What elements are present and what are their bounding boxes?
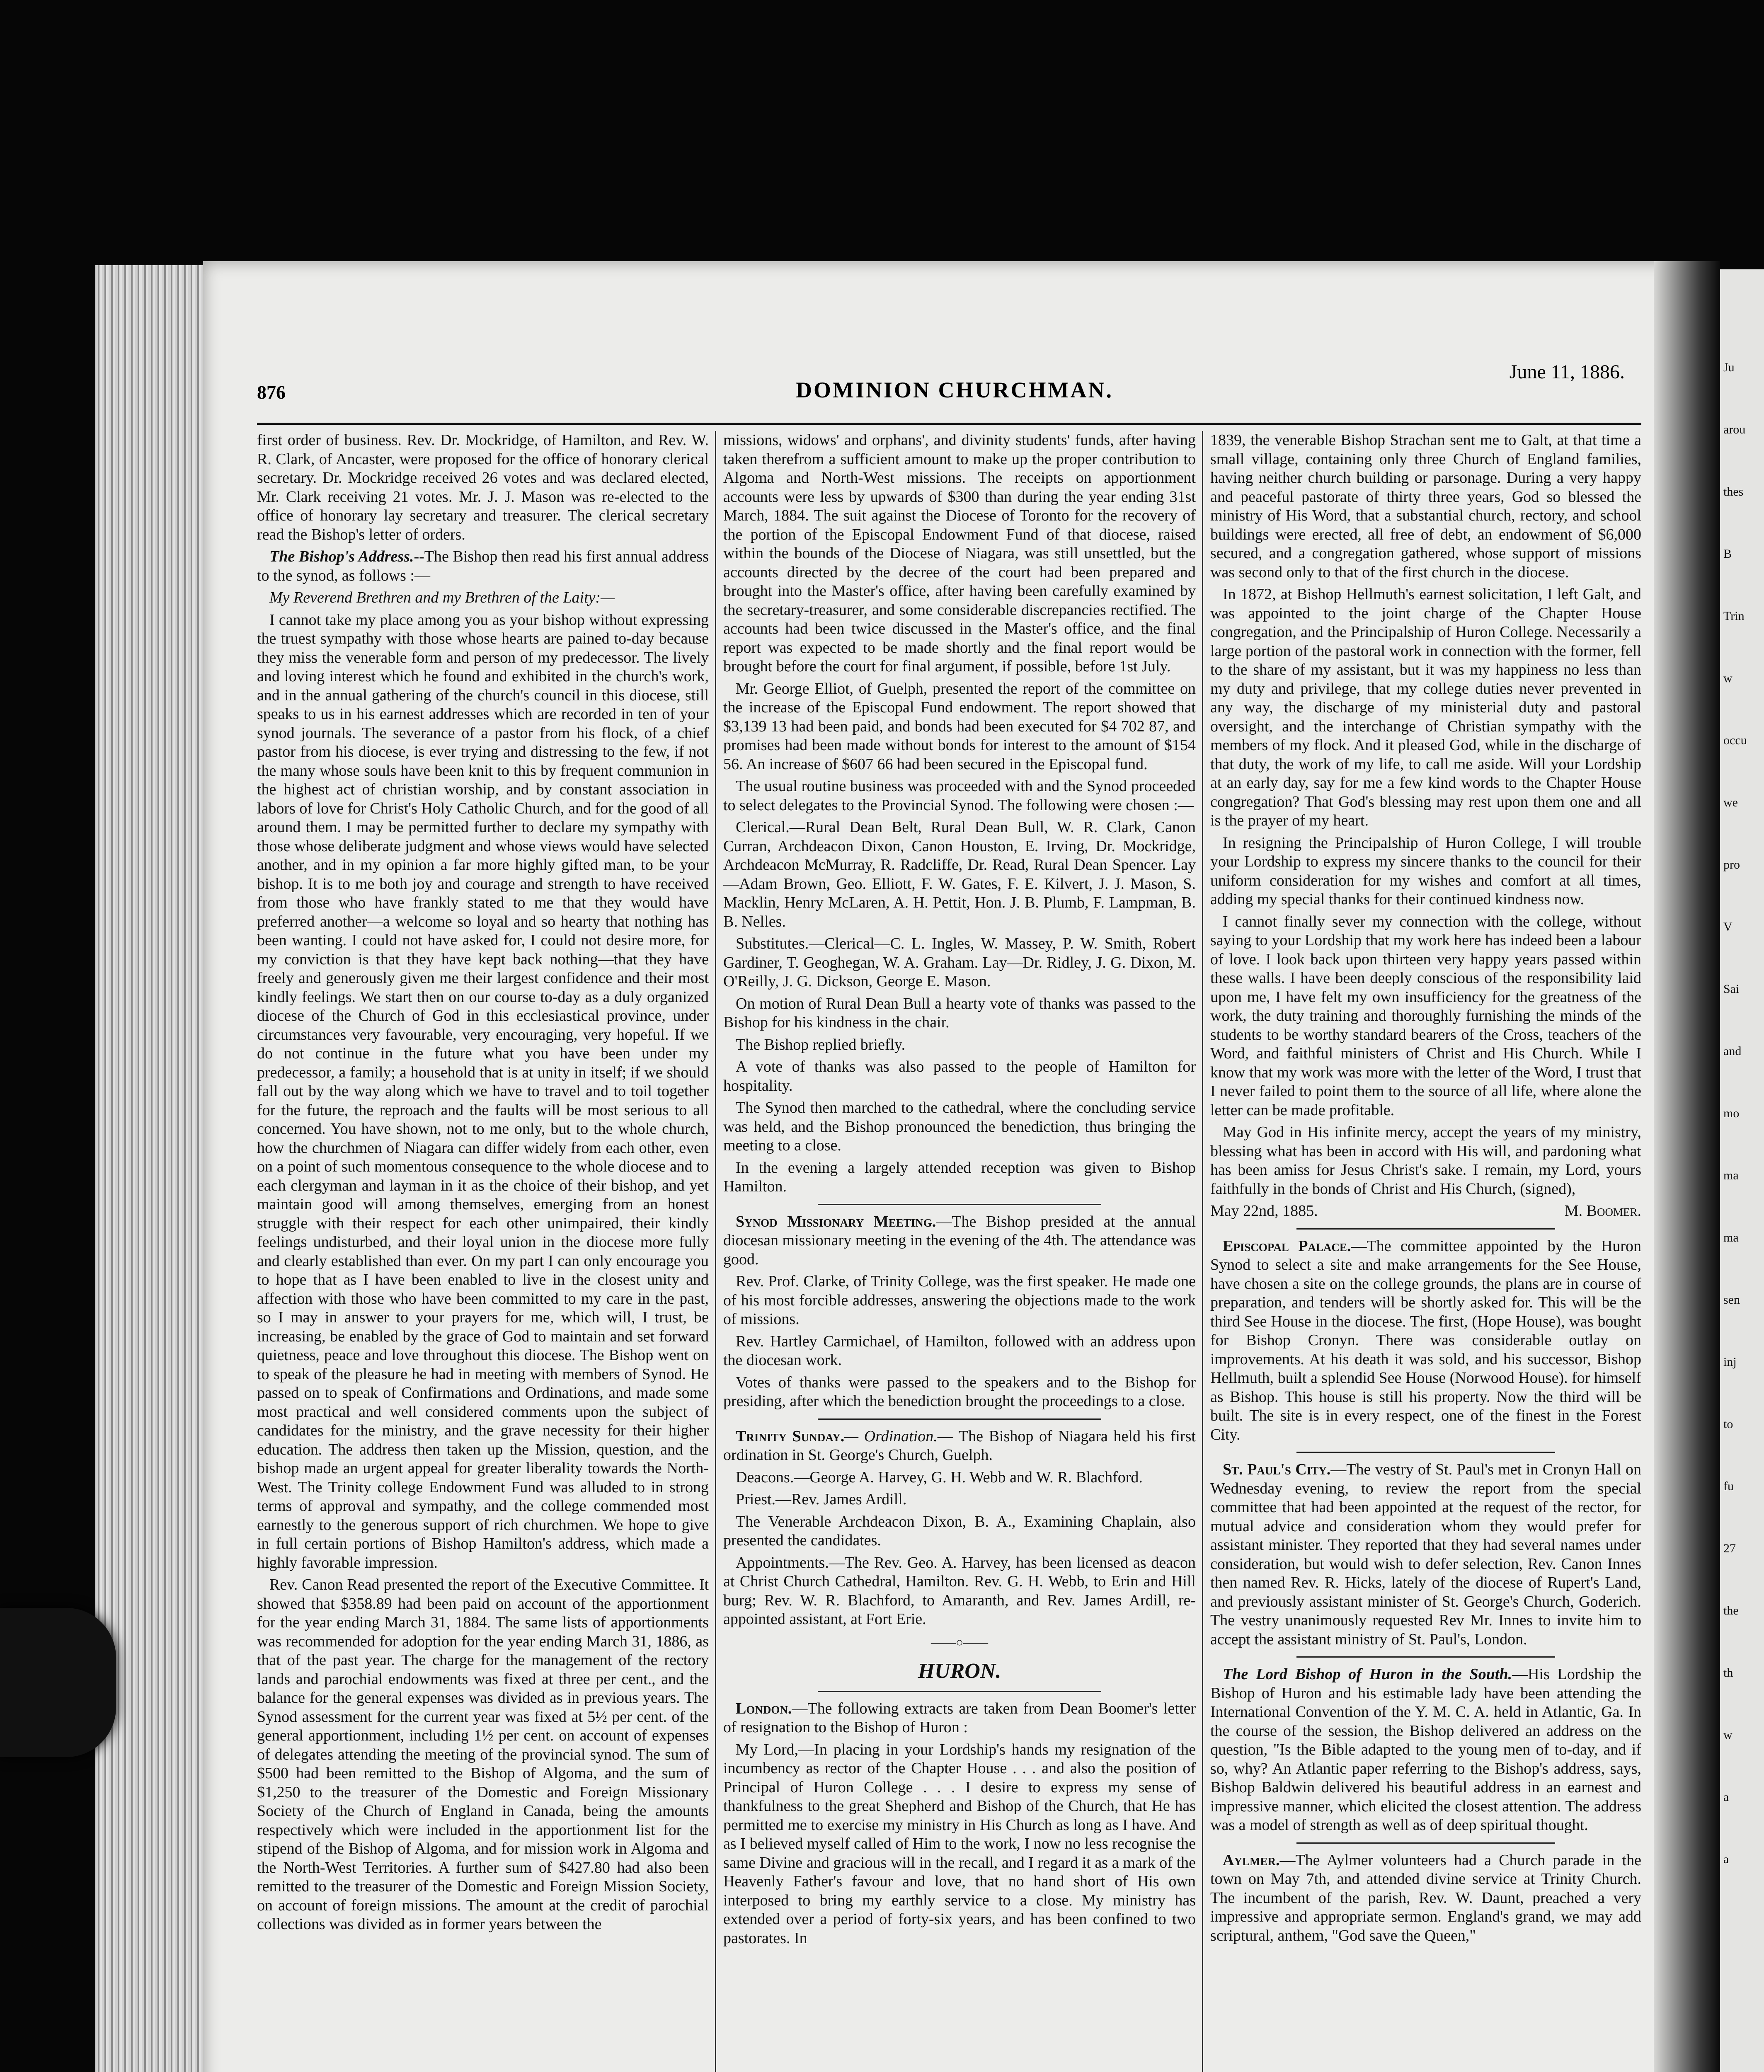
paragraph <box>723 1213 1196 1269</box>
section-heading: London. <box>736 1699 792 1717</box>
margin-fragment: th <box>1723 1666 1733 1680</box>
section-title: HURON. <box>918 1659 1001 1683</box>
next-page-strip <box>1720 269 1764 2072</box>
paragraph <box>1210 1665 1641 1835</box>
paragraph-text: —His Lordship the Bishop of Huron and his estimable lady have been attending the International Convention of the Y. M. C. A. held in Atlantic, Ga. In the course of the session, the Bishop delivered an address on the question, "Is the Bible adapted to the young men of to-day, and if so, why? An Atlantic paper referring to the Bishop's address, says, Bishop Baldwin delivered his beautiful address in an earnest and impressive manner, which elicited the closest attention. The address was a model of strength as well as of deep spiritual thought. <box>1210 1665 1641 1834</box>
section-divider <box>1296 1656 1555 1658</box>
paragraph: The Bishop replied briefly. <box>736 1036 906 1053</box>
section-heading: The Lord Bishop of Huron in the South. <box>1223 1665 1512 1683</box>
section-heading: St. Paul's City. <box>1223 1461 1331 1478</box>
margin-fragment: occu <box>1723 733 1747 747</box>
page-header <box>257 361 1641 419</box>
header-rule <box>257 423 1641 425</box>
section-divider <box>1296 1228 1555 1230</box>
margin-fragment: fu <box>1723 1479 1734 1493</box>
paragraph <box>723 1427 1196 1465</box>
paragraph: Deacons.—George A. Harvey, G. H. Webb and W. R. Blachford. <box>736 1468 1143 1486</box>
paragraph-text: —The Bishop presided at the annual diocesan missionary meeting in the evening of the 4th. The attendance was good. <box>723 1213 1196 1268</box>
issue-date: June 11, 1886. <box>1509 361 1625 383</box>
column-2 <box>723 431 1196 2072</box>
paragraph: Votes of thanks were passed to the speakers and to the Bishop for presiding, after which the benediction brought the proceedings to a close. <box>723 1373 1196 1410</box>
paragraph: A vote of thanks was also passed to the people of Hamilton for hospitality. <box>723 1058 1196 1094</box>
paragraph: I cannot take my place among you as your bishop without expressing the truest sympathy with those whose hearts are pained to-day because they miss the venerable form and person of my predecessor. The lively and loving interest which he found and exhibited in the church's work, and in the annual gathering of the church's council in this diocese, still speaks to us in his earnest addresses which are recorded in ten of your synod journals. The severance of a pastor from his flock, of a chief pastor from his diocese, is ever trying and distressing to the few, if not the many whose souls have been knit to this by frequent communion in the highest act of christian worship, and by constant association in labors of love for Christ's Holy Catholic Church, and for the good of all around them. I may be permitted further to declare my sympathy with those whose deliberate judgment and whose views would have selected another, and in my opinion a far more highly gifted man, to be your bishop. It is to me both joy and courage and strength to have received from those who have frankly stated to me that they would have preferred another—a welcome so loyal and so hearty that nothing has been wanting. I could not have asked for, I could not desire more, for my conviction is that they have kept back nothing—that they have freely and generously given me their largest confidence and their most kindly feelings. We start then on our course to-day as a duly organized diocese of the Church of God in this ecclesiastical province, under circumstances very favourable, very encouraging, very hopeful. If we do not continue in the future what you have been under my predecessor, a family; a household that is at unity in itself; if we should fall out by the way along which we have to travel and to toil together for the future, the reproach and the faults will be most serious to all concerned. You have shown, not to me only, but to the whole church, how the churchmen of Niagara can differ widely from each other, even on a point of such momentous consequence to the whole diocese and to each clergyman and layman in it as the choice of their bishop, and yet maintain good will among themselves, emerging from an honest struggle with their respect for each other unimpaired, their kindly feelings undisturbed, and their loyal union in the diocese more fully and clearly established than ever. On my part I can only encourage you to hope that as I have been enabled to live in the closest unity and affection with those who have been committed to my care in the past, so I may in answer to your prayers for me, which will, I trust, be increasing, be enabled by the grace of God to maintain and set forward quietness, peace and love throughout this diocese. The Bishop went on to speak of the pleasure he had in meeting with members of Synod. He passed on to speak of Confirmations and Ordinations, and made some most practical and well considered comments upon the subject of candidates for the ministry, and the grave necessity for their higher education. The address then taken up the Mission, question, and the bishop made an urgent appeal for greater liberality towards the North-West. The Trinity college Endowment Fund was alluded to in strong terms of approval and sympathy, and the college commended most earnestly to the generous support of rich churchmen. We hope to give in full certain portions of Bishop Hamilton's address, which made a highly favorable impression. <box>257 611 709 1571</box>
paragraph: first order of business. Rev. Dr. Mockridge, of Hamilton, and Rev. W. R. Clark, of Ancaster, were proposed for the office of honorary clerical secretary. Dr. Mockridge received 26 votes and was declared elected, Mr. Clark receiving 21 votes. Mr. J. J. Mason was re-elected to the office of honorary lay secretary and treasurer. The clerical secretary read the Bishop's letter of orders. <box>257 431 709 543</box>
signature-line <box>1210 1202 1641 1221</box>
margin-fragment: w <box>1723 671 1732 685</box>
section-divider <box>818 1204 1101 1205</box>
section-divider <box>818 1418 1101 1420</box>
margin-fragment: Ju <box>1723 361 1735 374</box>
margin-fragment: pro <box>1723 858 1740 871</box>
paper-title: DOMINION CHURCHMAN. <box>796 378 1113 402</box>
paragraph: In 1872, at Bishop Hellmuth's earnest solicitation, I left Galt, and was appointed to the joint charge of the Chapter House congregation, and the Principalship of Huron College. Necessarily a large portion of the pastoral work in connection with the former, fell to the share of my assistant, but it was my happiness no less than my duty and privilege, that my college duties never prevented in any way, the discharge of my ministerial duty and pastoral oversight, and the interchange of Christian sympathy with the members of my flock. And it pleased God, while in the discharge of that duty, the work of my life, to call me aside. Will your Lordship at an early day, say for me a few kind words to the Chapter House congregation? That God's blessing may rest upon them one and all is the prayer of my heart. <box>1210 586 1641 829</box>
margin-fragment: thes <box>1723 485 1744 499</box>
paragraph: missions, widows' and orphans', and divinity students' funds, after having taken therefrom a sufficient amount to make up the proper contribution to Algoma and North-West missions. The receipts on apportionment accounts were less by upwards of $300 than during the year ending 31st March, 1884. The suit against the Diocese of Toronto for the recovery of the portion of the Episcopal Endowment Fund of that diocese, raised within the bounds of the Diocese of Niagara, was still unsettled, but the accounts directed by the decree of the court had been prepared and brought into the Master's office, after having been carefully examined by the secretary-treasurer, and some considerable discrepancies rectified. The accounts had been twice discussed in the Master's office, and the final report was expected to be made shortly and the final report would be brought before the court for final argument, if possible, before 1st July. <box>723 431 1196 675</box>
column-rule-2 <box>1202 431 1203 2072</box>
paragraph <box>723 1699 1196 1737</box>
paragraph-text: —The vestry of St. Paul's met in Cronyn Hall on Wednesday evening, to review the report from the special committee that had been appointed at the request of the rector, for mutual advice and consideration whom they would prefer for assistant minister. They reported that they had several names under consideration, but would wish to defer selection, Rev. Canon Innes then named Rev. R. Hicks, lately of the diocese of Rupert's Land, and previously assistant minister of St. George's Church, Goderich. The vestry unanimously requested Rev Mr. Innes to invite him to accept the assistant ministry of St. Paul's, London. <box>1210 1461 1641 1648</box>
section-heading: The Bishop's Address. <box>269 548 414 565</box>
salutation <box>257 588 709 608</box>
paragraph-text: — The Bishop of Niagara held his first ordination in St. George's Church, Guelph. <box>723 1427 1196 1464</box>
margin-fragment: Sai <box>1723 982 1740 996</box>
paragraph <box>1210 1237 1641 1445</box>
margin-fragment: the <box>1723 1604 1739 1617</box>
margin-fragment: mo <box>1723 1106 1740 1120</box>
paragraph: My Lord,—In placing in your Lordship's hands my resignation of the incumbency as rector of the Chapter House . . . and also the position of Principal of Huron College . . . I desire to express my sense of thankfulness to the great Shepherd and Bishop of the Church, that He has permitted me to exercise my ministry in His Church as long as I have. And as I believed myself called of Him to the work, I now no less recognise the same Divine and gracious will in the recall, and I regard it as a mark of the Heavenly Father's favour and love, that no hand short of His own interposed to bring my earthly service to a close. My ministry has extended over a period of forty-six years, and has been confined to two pastorates. In <box>723 1740 1196 1947</box>
section-divider <box>1296 1842 1555 1844</box>
paragraph: Appointments.—The Rev. Geo. A. Harvey, has been licensed as deacon at Christ Church Cathedral, Hamilton. Rev. G. H. Webb, to Erin and Hill burg; Rev. W. R. Blachford, to Amaranth, and Rev. James Ardill, re-appointed assistant, at Fort Erie. <box>723 1554 1196 1628</box>
signature: M. Boomer. <box>1564 1202 1641 1220</box>
paragraph: On motion of Rural Dean Bull a hearty vote of thanks was passed to the Bishop for his kindness in the chair. <box>723 995 1196 1031</box>
paragraph-text: --The Bishop then read his first annual address to the synod, as follows :— <box>257 548 709 584</box>
margin-fragment: ma <box>1723 1231 1739 1244</box>
letter-date: May 22nd, 1885. <box>1210 1202 1318 1220</box>
margin-fragment: w <box>1723 1728 1732 1742</box>
margin-fragment: to <box>1723 1417 1733 1431</box>
paragraph: 1839, the venerable Bishop Strachan sent me to Galt, at that time a small village, containing only three Church of England families, having neither church building or parsonage. During a very happy and peaceful pastorate of thirty three years, God so blessed the ministry of His Word, that a substantial church, rectory, and school buildings were erected, all free of debt, an endowment of $6,000 secured, and a congregation gathered, whose support of missions was second only to that of the first church in the diocese. <box>1210 431 1641 581</box>
section-divider <box>1296 1452 1555 1453</box>
paragraph: Clerical.—Rural Dean Belt, Rural Dean Bull, W. R. Clark, Canon Curran, Archdeacon Dixon, Canon Houston, E. Irving, Dr. Mockridge, Archdeacon McMurray, R. Radcliffe, Dr. Read, Rural Dean Spencer. Lay—Adam Brown, Geo. Elliott, F. W. Gates, F. E. Kilvert, J. J. Mason, S. Macklin, Henry McLaren, A. H. Pettit, Hon. J. B. Plumb, F. Lampman, B. B. Nelles. <box>723 818 1196 930</box>
paragraph: Rev. Canon Read presented the report of the Executive Committee. It showed that $358.89 had been paid on account of the apportionment for the year ending March 31, 1884. The same lists of apportionments was recommended for adoption for the year ending March 31, 1886, as that of the past year. The charge for the management of the rectory lands and parochial endowments was fixed at three per cent., and the balance for the general expenses was divided as in previous years. The Synod assessment for the current year was fixed at 5½ per cent. of the general apportionment, including 1½ per cent. on account of expenses of delegates attending the meeting of the provincial synod. The sum of $500 had been remitted to the Bishop of Algoma, and the sum of $1,250 to the treasurer of the Domestic and Foreign Missionary Society of the Church of England in Canada, being the amounts respectively which were included in the apportionment list for the stipend of the Bishop of Algoma, and for mission work in Algoma and the North-West Territories. A further sum of $427.80 had also been remitted to the treasurer of the Domestic and Foreign Mission Society, on account of foreign missions. The amount at the credit of parochial collections was divided as in former years between the <box>257 1576 709 1933</box>
margin-fragment: 27 <box>1723 1542 1736 1555</box>
paragraph-text: —The Aylmer volunteers had a Church parade in the town on May 7th, and attended divine service at Trinity Church. The incumbent of the parish, Rev. W. Daunt, preached a very impressive and appropriate sermon. England's grand, we may add scriptural, anthem, "God save the Queen," <box>1210 1851 1641 1944</box>
paragraph <box>257 547 709 585</box>
section-heading: Trinity Sunday. <box>736 1427 845 1445</box>
section-heading: Aylmer. <box>1223 1851 1280 1869</box>
margin-fragment: a <box>1723 1852 1729 1866</box>
paragraph: Rev. Prof. Clarke, of Trinity College, was the first speaker. He made one of his most forcible addresses, answering the objections made to the work of missions. <box>723 1273 1196 1328</box>
column-rule-1 <box>715 431 716 2072</box>
paragraph: In the evening a largely attended reception was given to Bishop Hamilton. <box>723 1159 1196 1195</box>
margin-fragment: a <box>1723 1790 1729 1804</box>
margin-fragment: we <box>1723 796 1738 809</box>
paragraph <box>1210 1851 1641 1946</box>
thumb-shadow <box>0 1608 116 1757</box>
paragraph: I cannot finally sever my connection with the college, without saying to your Lordship that my work here has indeed been a labour of love. I look back upon thirteen very happy years passed within these walls. I have been deeply conscious of the responsibility laid upon me, I have felt my own insufficiency for the greatness of the work, the duty training and thoroughly furnishing the minds of the students to be worthy standard bearers of the Cross, teachers of the Word, and faithful ministers of Christ and His Church. While I know that my work was more with the letter of the Word, I trust that I never failed to point them to the source of all life, where alone the letter can be made profitable. <box>1210 913 1641 1119</box>
paragraph: Priest.—Rev. James Ardill. <box>736 1491 907 1508</box>
paragraph: The Synod then marched to the cathedral, where the concluding service was held, and the Bishop pronounced the benediction, thus bringing the meeting to a close. <box>723 1099 1196 1154</box>
section-divider <box>818 1691 1101 1692</box>
book-page-edges <box>95 265 203 2072</box>
paragraph: The Venerable Archdeacon Dixon, B. A., Examining Chaplain, also presented the candidates. <box>723 1513 1196 1549</box>
book-gutter <box>1654 261 1720 2072</box>
ornament-divider: ——○—— <box>930 1635 989 1649</box>
paragraph <box>1210 1460 1641 1649</box>
margin-fragment: V <box>1723 920 1732 934</box>
column-1 <box>257 431 709 2072</box>
paragraph: Mr. George Elliot, of Guelph, presented the report of the committee on the increase of the Episcopal Fund endowment. The report showed that $3,139 13 had been paid, and bonds had been executed for $4 702 87, and promises had been made without bonds for interest to the amount of $154 56. An increase of $607 66 had been secured in the Episcopal fund. <box>723 680 1196 773</box>
section-heading: Synod Missionary Meeting. <box>736 1213 936 1230</box>
paragraph: Rev. Hartley Carmichael, of Hamilton, followed with an address upon the diocesan work. <box>723 1332 1196 1369</box>
column-3 <box>1210 431 1641 2072</box>
subheading: — Ordination. <box>844 1427 938 1445</box>
paragraph: In resigning the Principalship of Huron College, I will trouble your Lordship to express my sincere thanks to the council for their uniform consideration for my wishes and comfort at all times, adding my special thanks for their continued kindness now. <box>1210 834 1641 908</box>
margin-fragment: inj <box>1723 1355 1737 1369</box>
page-number: 876 <box>257 382 286 403</box>
paragraph-text: —The committee appointed by the Huron Synod to select a site and make arrangements for the See House, have chosen a site on the college grounds, the plans are in course of preparation, and tenders will be shortly asked for. This will be the third See House in the diocese. The first, (Hope House), was bought for Bishop Cronyn. There was considerable outlay on improvements. At his death it was sold, and his successor, Bishop Hellmuth, built a splendid See House (Norwood House). for himself as Bishop. This house is still his property. Now the third will be built. The site is in every respect, one of the finest in the Forest City. <box>1210 1237 1641 1443</box>
margin-fragment: sen <box>1723 1293 1740 1307</box>
paragraph: The usual routine business was proceeded with and the Synod proceeded to select delegates to the Provincial Synod. The following were chosen :— <box>723 777 1196 814</box>
margin-fragment: ma <box>1723 1169 1739 1182</box>
margin-fragment: and <box>1723 1044 1742 1058</box>
margin-fragment: B <box>1723 547 1732 561</box>
section-heading: Episcopal Palace. <box>1223 1237 1351 1255</box>
paragraph: May God in His infinite mercy, accept the years of my ministry, blessing what has been in accord with His will, and pardoning what has been amiss for Jesus Christ's sake. I remain, my Lord, yours faithfully in the bonds of Christ and His Church, (signed), <box>1210 1123 1641 1198</box>
salutation-text: My Reverend Brethren and my Brethren of the Laity:— <box>269 589 615 606</box>
paragraph: Substitutes.—Clerical—C. L. Ingles, W. Massey, P. W. Smith, Robert Gardiner, T. Geoghegan, W. A. Graham. Lay—Dr. Ridley, J. G. Dixon, M. O'Reilly, J. G. Dickson, George E. Mason. <box>723 935 1196 990</box>
margin-fragment: Trin <box>1723 609 1745 623</box>
margin-fragment: arou <box>1723 423 1746 436</box>
paragraph-text: —The following extracts are taken from Dean Boomer's letter of resignation to the Bishop of Huron : <box>723 1699 1196 1736</box>
